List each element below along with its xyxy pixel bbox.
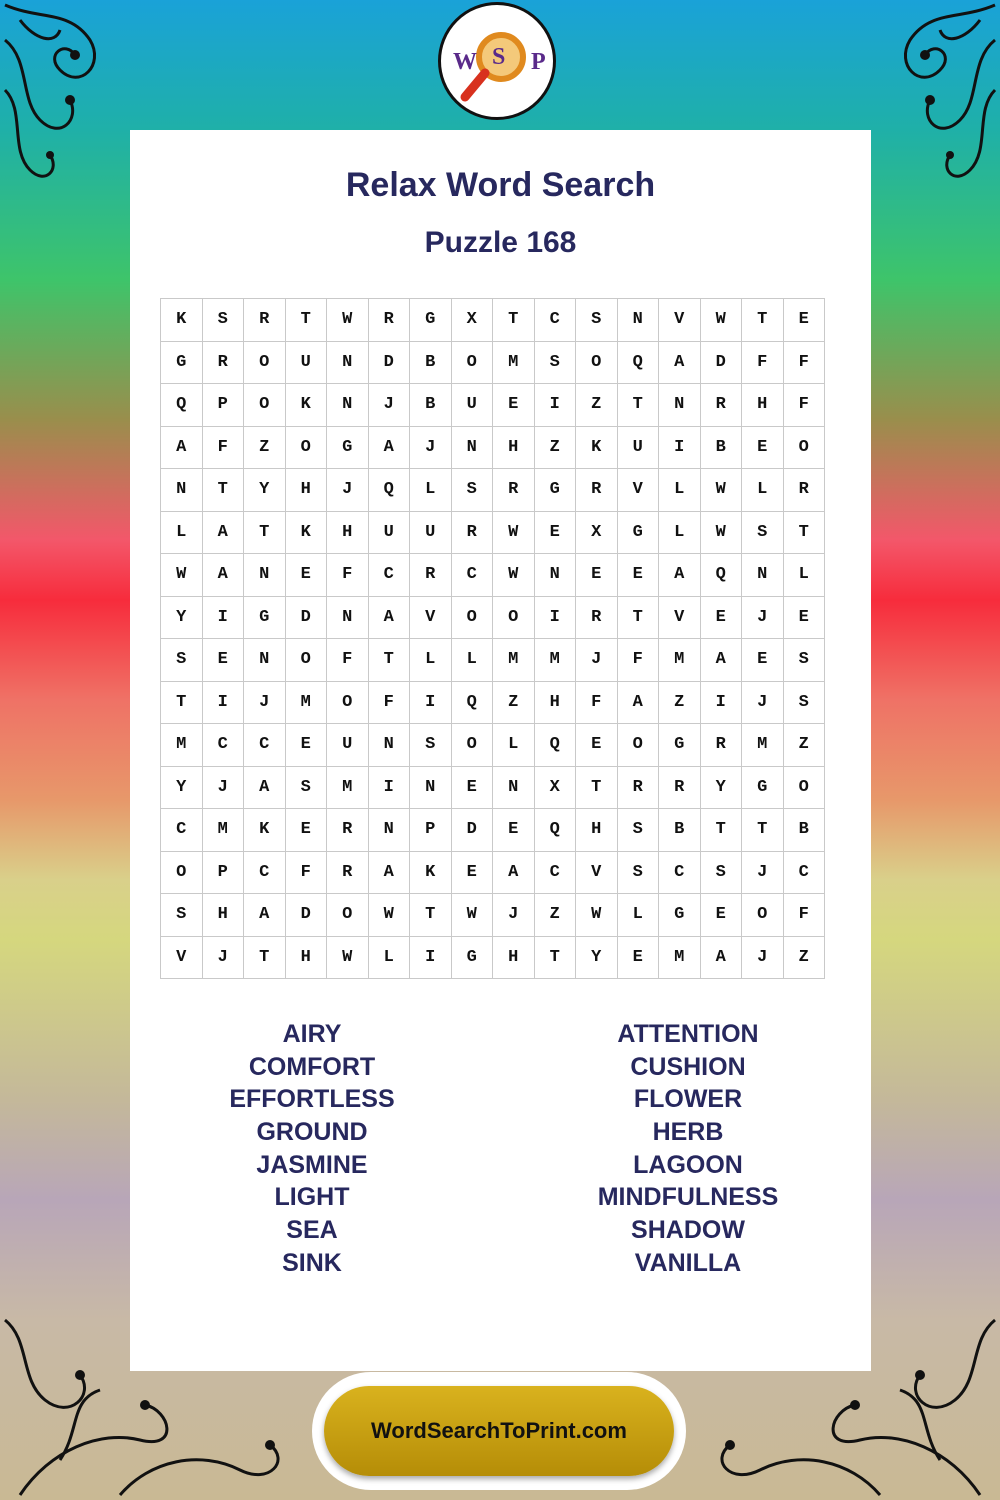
ornament-top-right <box>870 0 1000 200</box>
grid-cell: T <box>701 809 743 852</box>
grid-cell: E <box>452 852 494 895</box>
grid-cell: T <box>618 597 660 640</box>
grid-cell: N <box>327 342 369 385</box>
grid-cell: R <box>701 384 743 427</box>
grid-cell: T <box>203 469 245 512</box>
grid-cell: E <box>535 512 577 555</box>
grid-cell: S <box>576 299 618 342</box>
grid-cell: H <box>203 894 245 937</box>
grid-cell: W <box>327 299 369 342</box>
word-list-item: COMFORT <box>248 1052 376 1081</box>
grid-cell: J <box>493 894 535 937</box>
word-list-item: LIGHT <box>274 1183 350 1212</box>
grid-cell: F <box>742 342 784 385</box>
grid-cell: E <box>701 597 743 640</box>
word-list-item: SEA <box>286 1216 338 1245</box>
grid-cell: A <box>203 512 245 555</box>
grid-cell: G <box>244 597 286 640</box>
grid-cell: H <box>286 937 328 980</box>
grid-cell: I <box>410 682 452 725</box>
grid-cell: E <box>618 937 660 980</box>
page-title: Relax Word Search <box>345 166 656 204</box>
grid-cell: M <box>493 342 535 385</box>
grid-cell: L <box>410 639 452 682</box>
grid-cell: E <box>286 809 328 852</box>
word-list-item: VANILLA <box>634 1248 742 1277</box>
grid-cell: J <box>742 682 784 725</box>
grid-cell: T <box>618 384 660 427</box>
grid-cell: Y <box>161 597 203 640</box>
grid-cell: O <box>784 427 826 470</box>
grid-cell: L <box>161 512 203 555</box>
grid-cell: I <box>659 427 701 470</box>
grid-cell: G <box>742 767 784 810</box>
grid-cell: M <box>161 724 203 767</box>
grid-cell: E <box>286 724 328 767</box>
grid-cell: A <box>659 342 701 385</box>
grid-cell: F <box>327 554 369 597</box>
grid-cell: S <box>410 724 452 767</box>
grid-cell: T <box>576 767 618 810</box>
grid-cell: S <box>161 639 203 682</box>
grid-cell: L <box>659 512 701 555</box>
grid-cell: E <box>286 554 328 597</box>
word-list-item: ATTENTION <box>617 1020 759 1048</box>
grid-cell: L <box>452 639 494 682</box>
grid-cell: I <box>535 597 577 640</box>
grid-cell: W <box>576 894 618 937</box>
grid-cell: Y <box>576 937 618 980</box>
grid-cell: J <box>410 427 452 470</box>
grid-cell: R <box>410 554 452 597</box>
word-list-item: HERB <box>652 1118 724 1147</box>
grid-cell: S <box>535 342 577 385</box>
grid-cell: N <box>244 554 286 597</box>
grid-cell: J <box>203 937 245 980</box>
word-list-item: EFFORTLESS <box>229 1085 395 1114</box>
grid-cell: M <box>203 809 245 852</box>
grid-cell: D <box>701 342 743 385</box>
grid-cell: N <box>161 469 203 512</box>
grid-cell: R <box>244 299 286 342</box>
grid-cell: T <box>535 937 577 980</box>
grid-cell: E <box>576 554 618 597</box>
puzzle-panel <box>130 130 871 1371</box>
grid-cell: E <box>452 767 494 810</box>
site-link-pill[interactable] <box>324 1386 674 1476</box>
grid-cell: C <box>244 724 286 767</box>
grid-cell: A <box>369 852 411 895</box>
grid-cell: D <box>286 894 328 937</box>
grid-cell: T <box>742 299 784 342</box>
grid-cell: R <box>203 342 245 385</box>
grid-cell: S <box>452 469 494 512</box>
word-list-item: LAGOON <box>633 1150 743 1179</box>
grid-cell: C <box>369 554 411 597</box>
word-list-item: CUSHION <box>630 1052 746 1081</box>
grid-cell: V <box>618 469 660 512</box>
grid-cell: K <box>286 384 328 427</box>
grid-cell: V <box>659 597 701 640</box>
grid-cell: Z <box>784 724 826 767</box>
grid-cell: M <box>659 639 701 682</box>
grid-cell: U <box>410 512 452 555</box>
grid-cell: E <box>576 724 618 767</box>
grid-cell: Y <box>701 767 743 810</box>
grid-cell: K <box>410 852 452 895</box>
grid-cell: Y <box>244 469 286 512</box>
grid-cell: L <box>493 724 535 767</box>
grid-cell: B <box>410 342 452 385</box>
grid-cell: C <box>535 852 577 895</box>
grid-cell: V <box>161 937 203 980</box>
grid-cell: R <box>576 469 618 512</box>
grid-cell: A <box>659 554 701 597</box>
grid-cell: K <box>576 427 618 470</box>
grid-cell: N <box>410 767 452 810</box>
grid-cell: O <box>452 724 494 767</box>
grid-cell: V <box>410 597 452 640</box>
grid-cell: X <box>452 299 494 342</box>
grid-cell: S <box>618 809 660 852</box>
grid-cell: L <box>410 469 452 512</box>
grid-cell: Z <box>535 427 577 470</box>
grid-cell: Z <box>576 384 618 427</box>
grid-cell: F <box>327 639 369 682</box>
grid-cell: F <box>286 852 328 895</box>
grid-cell: T <box>493 299 535 342</box>
grid-cell: O <box>244 384 286 427</box>
grid-cell: D <box>452 809 494 852</box>
grid-cell: O <box>452 342 494 385</box>
grid-cell: J <box>369 384 411 427</box>
grid-cell: N <box>369 724 411 767</box>
grid-cell: Z <box>784 937 826 980</box>
grid-cell: J <box>742 597 784 640</box>
grid-cell: L <box>618 894 660 937</box>
grid-cell: O <box>493 597 535 640</box>
grid-cell: N <box>535 554 577 597</box>
grid-cell: G <box>618 512 660 555</box>
word-list-item: GROUND <box>256 1118 368 1147</box>
grid-cell: W <box>493 512 535 555</box>
grid-cell: N <box>493 767 535 810</box>
grid-cell: T <box>161 682 203 725</box>
grid-cell: G <box>659 894 701 937</box>
grid-cell: W <box>701 299 743 342</box>
grid-cell: M <box>535 639 577 682</box>
grid-cell: X <box>576 512 618 555</box>
grid-cell: R <box>618 767 660 810</box>
grid-cell: B <box>659 809 701 852</box>
grid-cell: O <box>742 894 784 937</box>
grid-cell: E <box>203 639 245 682</box>
grid-cell: N <box>327 384 369 427</box>
grid-cell: J <box>244 682 286 725</box>
grid-cell: N <box>244 639 286 682</box>
grid-cell: O <box>784 767 826 810</box>
grid-cell: E <box>784 597 826 640</box>
grid-cell: F <box>576 682 618 725</box>
grid-cell: S <box>286 767 328 810</box>
grid-cell: R <box>327 809 369 852</box>
site-url: WordSearchToPrint.com <box>371 1418 627 1443</box>
site-banner <box>312 1372 686 1490</box>
grid-cell: R <box>452 512 494 555</box>
grid-cell: O <box>327 894 369 937</box>
wsp-logo <box>438 2 556 120</box>
word-list-item: SHADOW <box>631 1216 745 1245</box>
grid-cell: U <box>369 512 411 555</box>
word-list-item: MINDFULNESS <box>597 1183 779 1212</box>
grid-cell: F <box>784 342 826 385</box>
grid-cell: R <box>327 852 369 895</box>
grid-cell: H <box>576 809 618 852</box>
grid-cell: E <box>701 894 743 937</box>
grid-cell: I <box>369 767 411 810</box>
grid-cell: C <box>244 852 286 895</box>
grid-cell: O <box>286 427 328 470</box>
grid-cell: J <box>203 767 245 810</box>
grid-cell: L <box>369 937 411 980</box>
puzzle-number: Puzzle 168 <box>424 226 577 259</box>
grid-cell: A <box>244 894 286 937</box>
grid-cell: W <box>452 894 494 937</box>
grid-cell: A <box>369 427 411 470</box>
grid-cell: E <box>493 384 535 427</box>
grid-cell: K <box>161 299 203 342</box>
grid-cell: H <box>327 512 369 555</box>
grid-cell: S <box>701 852 743 895</box>
grid-cell: C <box>535 299 577 342</box>
grid-cell: V <box>576 852 618 895</box>
grid-cell: P <box>203 384 245 427</box>
grid-cell: V <box>659 299 701 342</box>
grid-cell: I <box>203 682 245 725</box>
grid-cell: M <box>286 682 328 725</box>
grid-cell: L <box>659 469 701 512</box>
grid-cell: I <box>410 937 452 980</box>
grid-cell: K <box>244 809 286 852</box>
grid-cell: J <box>327 469 369 512</box>
grid-cell: Z <box>535 894 577 937</box>
grid-cell: C <box>452 554 494 597</box>
grid-cell: A <box>701 639 743 682</box>
grid-cell: Z <box>493 682 535 725</box>
grid-cell: J <box>576 639 618 682</box>
grid-cell: R <box>576 597 618 640</box>
grid-cell: N <box>659 384 701 427</box>
grid-cell: P <box>410 809 452 852</box>
grid-cell: H <box>493 427 535 470</box>
grid-cell: R <box>784 469 826 512</box>
grid-cell: T <box>369 639 411 682</box>
grid-cell: X <box>535 767 577 810</box>
grid-cell: G <box>659 724 701 767</box>
grid-cell: O <box>576 342 618 385</box>
grid-cell: M <box>493 639 535 682</box>
grid-cell: R <box>369 299 411 342</box>
grid-cell: O <box>618 724 660 767</box>
grid-cell: Q <box>369 469 411 512</box>
grid-cell: N <box>452 427 494 470</box>
grid-cell: O <box>452 597 494 640</box>
grid-cell: T <box>742 809 784 852</box>
grid-cell: A <box>618 682 660 725</box>
grid-cell: N <box>369 809 411 852</box>
grid-cell: F <box>784 384 826 427</box>
grid-cell: Z <box>659 682 701 725</box>
grid-cell: G <box>161 342 203 385</box>
grid-cell: U <box>286 342 328 385</box>
grid-cell: A <box>369 597 411 640</box>
grid-cell: S <box>161 894 203 937</box>
grid-cell: S <box>742 512 784 555</box>
grid-cell: W <box>493 554 535 597</box>
grid-cell: S <box>784 682 826 725</box>
grid-cell: H <box>742 384 784 427</box>
grid-cell: I <box>535 384 577 427</box>
grid-cell: O <box>161 852 203 895</box>
grid-cell: F <box>369 682 411 725</box>
grid-cell: T <box>286 299 328 342</box>
logo-letter-p: P <box>531 49 546 75</box>
letter-grid <box>160 298 825 979</box>
grid-cell: G <box>452 937 494 980</box>
grid-cell: O <box>327 682 369 725</box>
grid-cell: W <box>161 554 203 597</box>
grid-cell: M <box>659 937 701 980</box>
grid-cell: O <box>244 342 286 385</box>
word-list-left <box>182 1018 442 1280</box>
grid-cell: N <box>327 597 369 640</box>
grid-cell: R <box>701 724 743 767</box>
grid-cell: A <box>244 767 286 810</box>
grid-cell: E <box>784 299 826 342</box>
ornament-top-left <box>0 0 130 200</box>
grid-cell: T <box>244 512 286 555</box>
grid-cell: P <box>203 852 245 895</box>
grid-cell: W <box>701 469 743 512</box>
grid-cell: A <box>203 554 245 597</box>
grid-cell: Q <box>618 342 660 385</box>
grid-cell: C <box>659 852 701 895</box>
grid-cell: Q <box>452 682 494 725</box>
grid-cell: T <box>244 937 286 980</box>
grid-cell: S <box>784 639 826 682</box>
grid-cell: O <box>286 639 328 682</box>
grid-cell: Q <box>535 724 577 767</box>
grid-cell: H <box>493 937 535 980</box>
grid-cell: S <box>203 299 245 342</box>
grid-cell: S <box>618 852 660 895</box>
word-list-item: JASMINE <box>256 1150 368 1179</box>
grid-cell: D <box>369 342 411 385</box>
logo-letter-s: S <box>492 44 506 70</box>
grid-cell: U <box>327 724 369 767</box>
grid-cell: I <box>203 597 245 640</box>
grid-cell: B <box>410 384 452 427</box>
grid-cell: A <box>493 852 535 895</box>
grid-cell: H <box>286 469 328 512</box>
grid-cell: J <box>742 852 784 895</box>
grid-cell: G <box>535 469 577 512</box>
grid-cell: E <box>493 809 535 852</box>
grid-cell: N <box>618 299 660 342</box>
grid-cell: L <box>784 554 826 597</box>
grid-cell: I <box>701 682 743 725</box>
grid-cell: T <box>784 512 826 555</box>
grid-cell: T <box>410 894 452 937</box>
word-list-item: SINK <box>282 1248 342 1277</box>
word-list-item: FLOWER <box>633 1085 743 1114</box>
grid-cell: G <box>410 299 452 342</box>
grid-cell: E <box>742 639 784 682</box>
grid-cell: B <box>784 809 826 852</box>
grid-cell: C <box>203 724 245 767</box>
grid-cell: E <box>618 554 660 597</box>
grid-cell: L <box>742 469 784 512</box>
grid-cell: K <box>286 512 328 555</box>
grid-cell: R <box>493 469 535 512</box>
grid-cell: A <box>161 427 203 470</box>
grid-cell: M <box>327 767 369 810</box>
grid-cell: Q <box>161 384 203 427</box>
grid-cell: F <box>784 894 826 937</box>
word-list-right <box>558 1018 818 1280</box>
grid-cell: H <box>535 682 577 725</box>
grid-cell: E <box>742 427 784 470</box>
grid-cell: Q <box>701 554 743 597</box>
grid-cell: Z <box>244 427 286 470</box>
grid-cell: N <box>742 554 784 597</box>
grid-cell: U <box>618 427 660 470</box>
grid-cell: J <box>742 937 784 980</box>
grid-cell: Y <box>161 767 203 810</box>
grid-cell: W <box>369 894 411 937</box>
grid-cell: G <box>327 427 369 470</box>
grid-cell: F <box>618 639 660 682</box>
grid-cell: W <box>327 937 369 980</box>
grid-cell: W <box>701 512 743 555</box>
grid-cell: C <box>784 852 826 895</box>
grid-cell: U <box>452 384 494 427</box>
grid-cell: F <box>203 427 245 470</box>
grid-cell: A <box>701 937 743 980</box>
grid-cell: C <box>161 809 203 852</box>
grid-cell: R <box>659 767 701 810</box>
grid-cell: D <box>286 597 328 640</box>
grid-cell: B <box>701 427 743 470</box>
logo-letter-w: W <box>453 49 477 75</box>
grid-cell: M <box>742 724 784 767</box>
word-list-item: AIRY <box>282 1020 342 1048</box>
grid-cell: Q <box>535 809 577 852</box>
